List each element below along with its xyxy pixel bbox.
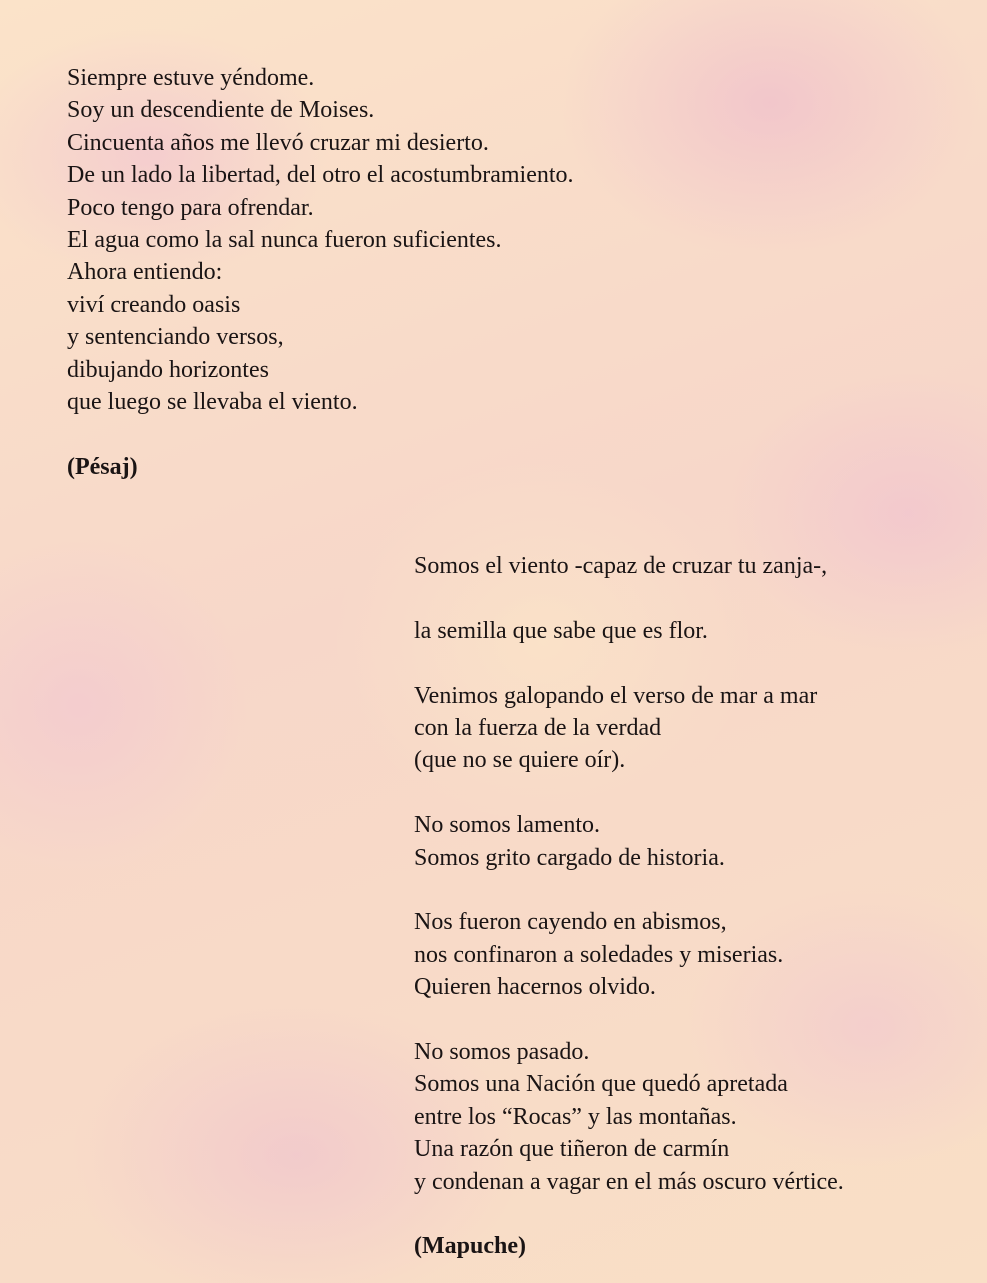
poem-title: (Pésaj)	[67, 453, 138, 480]
poem-line: Ahora entiendo:	[67, 259, 223, 286]
poem-pesaj	[67, 62, 687, 483]
poem-line: (que no se quiere oír).	[414, 747, 626, 774]
poem-line: Poco tengo para ofrendar.	[67, 194, 314, 221]
stanza-gap	[414, 874, 954, 906]
poem-line: El agua como la sal nunca fueron suficientes.	[67, 227, 502, 254]
stanza-gap	[414, 1198, 954, 1230]
poem-line: Nos fueron cayendo en abismos,	[414, 909, 727, 936]
poem-line: Una razón que tiñeron de carmín	[414, 1136, 730, 1163]
stanza-gap	[67, 418, 687, 450]
stanza-gap	[414, 582, 954, 614]
poem-line: Somos una Nación que quedó apretada	[414, 1071, 788, 1098]
poem-line: De un lado la libertad, del otro el acostumbramiento.	[67, 162, 574, 189]
poem-line: Siempre estuve yéndome.	[67, 65, 315, 91]
poem-line: Venimos galopando el verso de mar a mar	[414, 682, 818, 709]
poem-line: que luego se llevaba el viento.	[67, 389, 358, 416]
poem-mapuche	[414, 550, 954, 1263]
poem-line: entre los “Rocas” y las montañas.	[414, 1103, 737, 1130]
poem-title: (Mapuche)	[414, 1233, 526, 1260]
stanza-gap	[414, 777, 954, 809]
poem-line: dibujando horizontes	[67, 356, 269, 383]
poem-line: Quieren hacernos olvido.	[414, 974, 656, 1001]
poem-line: Somos el viento -capaz de cruzar tu zanja-,	[414, 553, 828, 579]
poem-line: la semilla que sabe que es flor.	[414, 617, 708, 644]
poem-line: nos confinaron a soledades y miserias.	[414, 941, 784, 968]
poem-line: Soy un descendiente de Moises.	[67, 97, 375, 124]
poem-line: y condenan a vagar en el más oscuro vértice.	[414, 1168, 844, 1195]
stanza-gap	[414, 647, 954, 679]
poem-line: No somos pasado.	[414, 1039, 590, 1066]
stanza-gap	[414, 1004, 954, 1036]
poem-line: Cincuenta años me llevó cruzar mi desierto.	[67, 129, 489, 156]
poem-line: y sentenciando versos,	[67, 324, 284, 351]
poem-line: Somos grito cargado de historia.	[414, 844, 725, 871]
poem-line: No somos lamento.	[414, 812, 600, 839]
poem-line: viví creando oasis	[67, 291, 241, 318]
poem-line: con la fuerza de la verdad	[414, 715, 662, 741]
